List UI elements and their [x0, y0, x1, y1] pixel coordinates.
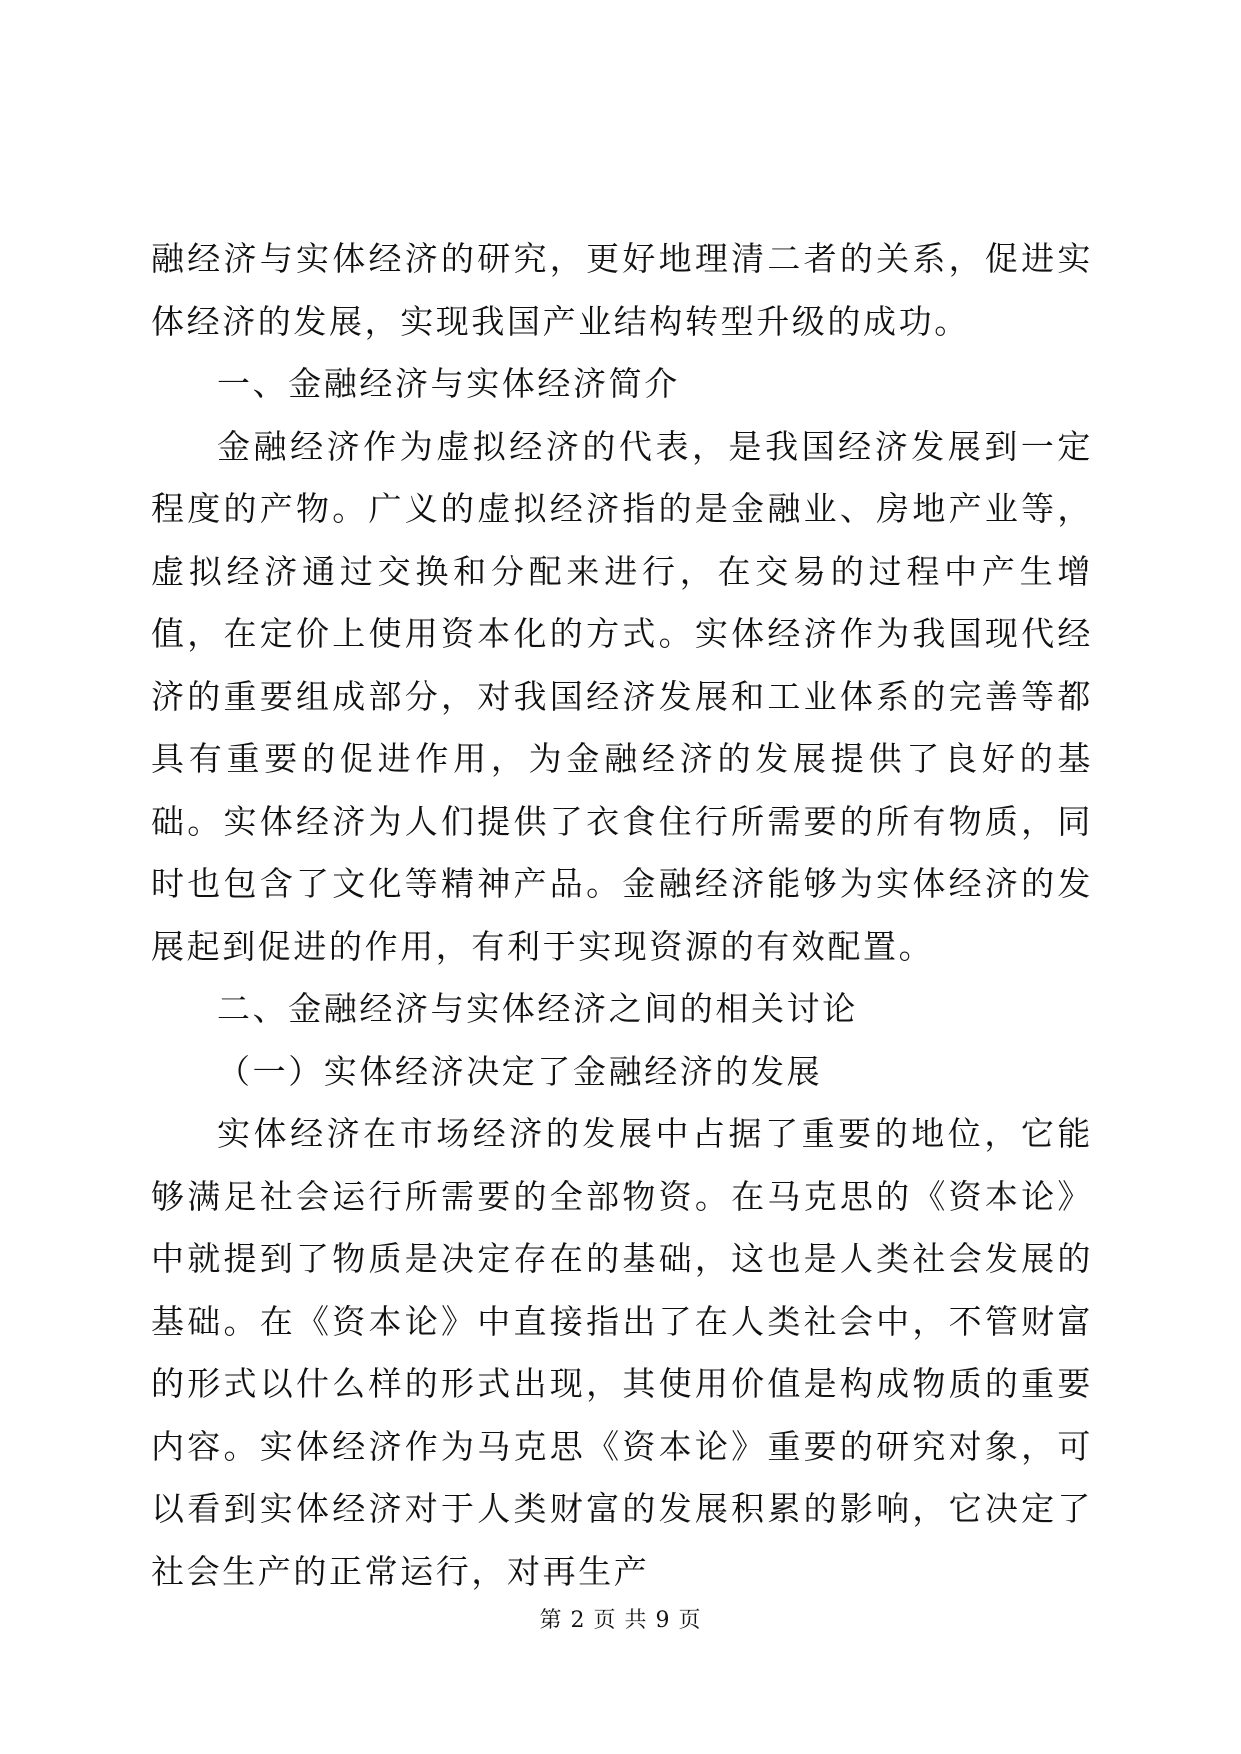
document-body — [151, 228, 1093, 1603]
section-heading-1: 一、金融经济与实体经济简介 — [217, 364, 680, 403]
paragraph-real-economy: 实体经济在市场经济的发展中占据了重要的地位，它能够满足社会运行所需要的全部物资。在马克思的《资本论》中就提到了物质是决定存在的基础，这也是人类社会发展的基础。在《资本论》中直接指出了在人类社会中，不管财富的形式以什么样的形式出现，其使用价值是构成物质的重要内容。实体经济作为马克思《资本论》重要的研究对象，可以看到实体经济对于人类财富的发展积累的影响，它决定了社会生产的正常运行，对再生产 — [151, 1114, 1093, 1591]
section-heading-2: 二、金融经济与实体经济之间的相关讨论 — [217, 989, 858, 1028]
page-footer — [0, 1603, 1241, 1634]
page-number-label: 第 2 页 共 9 页 — [539, 1608, 702, 1633]
paragraph-continuation: 融经济与实体经济的研究，更好地理清二者的关系，促进实体经济的发展，实现我国产业结构转型升级的成功。 — [151, 239, 1093, 341]
paragraph-intro: 金融经济作为虚拟经济的代表，是我国经济发展到一定程度的产物。广义的虚拟经济指的是金融业、房地产业等，虚拟经济通过交换和分配来进行，在交易的过程中产生增值，在定价上使用资本化的方式。实体经济作为我国现代经济的重要组成部分，对我国经济发展和工业体系的完善等都具有重要的促进作用，为金融经济的发展提供了良好的基础。实体经济为人们提供了衣食住行所需要的所有物质，同时也包含了文化等精神产品。金融经济能够为实体经济的发展起到促进的作用，有利于实现资源的有效配置。 — [151, 426, 1093, 966]
subsection-heading-1: （一）实体经济决定了金融经济的发展 — [217, 1051, 823, 1091]
